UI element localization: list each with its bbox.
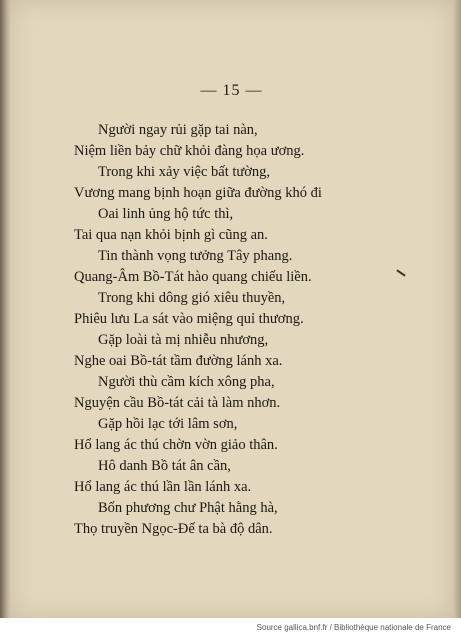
verse-line: Nguyện cầu Bồ-tát cải tà làm nhơn. <box>74 395 281 411</box>
verse-line: Tai qua nạn khỏi bịnh gì cũng an. <box>74 227 268 243</box>
verse-line: Người thù cầm kích xông pha, <box>98 374 275 390</box>
source-footer <box>0 618 461 640</box>
verse-line: Niệm liền bảy chữ khỏi đàng họa ương. <box>74 143 305 159</box>
ink-mark <box>396 269 405 276</box>
page-right-edge <box>453 0 461 618</box>
verse-line: Người ngay rủi gặp tai nàn, <box>98 122 258 138</box>
verse-line: Bốn phương chư Phật hằng hà, <box>98 500 278 516</box>
verse-line: Hổ lang ác thú lần lần lánh xa. <box>74 479 252 495</box>
page-number: — 15 — <box>200 82 263 99</box>
verse-line: Quang-Âm Bồ-Tát hào quang chiếu liền. <box>74 269 312 285</box>
verse-line: Hô danh Bồ tát ân cần, <box>98 458 231 474</box>
source-credit: Source gallica.bnf.fr / Bibliothèque nationale de France <box>256 623 451 632</box>
verse-line: Trong khi dông gió xiêu thuyền, <box>98 290 286 306</box>
book-spine-edge <box>0 0 10 618</box>
verse-line: Oai linh ủng hộ tức thì, <box>98 206 234 222</box>
book-page <box>10 0 453 618</box>
verse-line: Gặp loài tà mị nhiễu nhương, <box>98 332 269 348</box>
verse-line: Tin thành vọng tưởng Tây phang. <box>98 248 293 264</box>
verse-line: Thọ truyền Ngọc-Đế ta bà độ dân. <box>74 521 273 537</box>
verse-line: Nghe oai Bồ-tát tầm đường lánh xa. <box>74 353 283 369</box>
verse-line: Phiêu lưu La sát vào miệng quỉ thương. <box>74 311 304 327</box>
verse-line: Trong khi xảy việc bất tường, <box>98 164 271 180</box>
verse-line: Vương mang bịnh hoạn giữa đường khó đi <box>74 185 322 201</box>
verse-line: Hổ lang ác thú chờn vờn giảo thân. <box>74 437 278 453</box>
verse-line: Gặp hồi lạc tới lâm sơn, <box>98 416 238 432</box>
